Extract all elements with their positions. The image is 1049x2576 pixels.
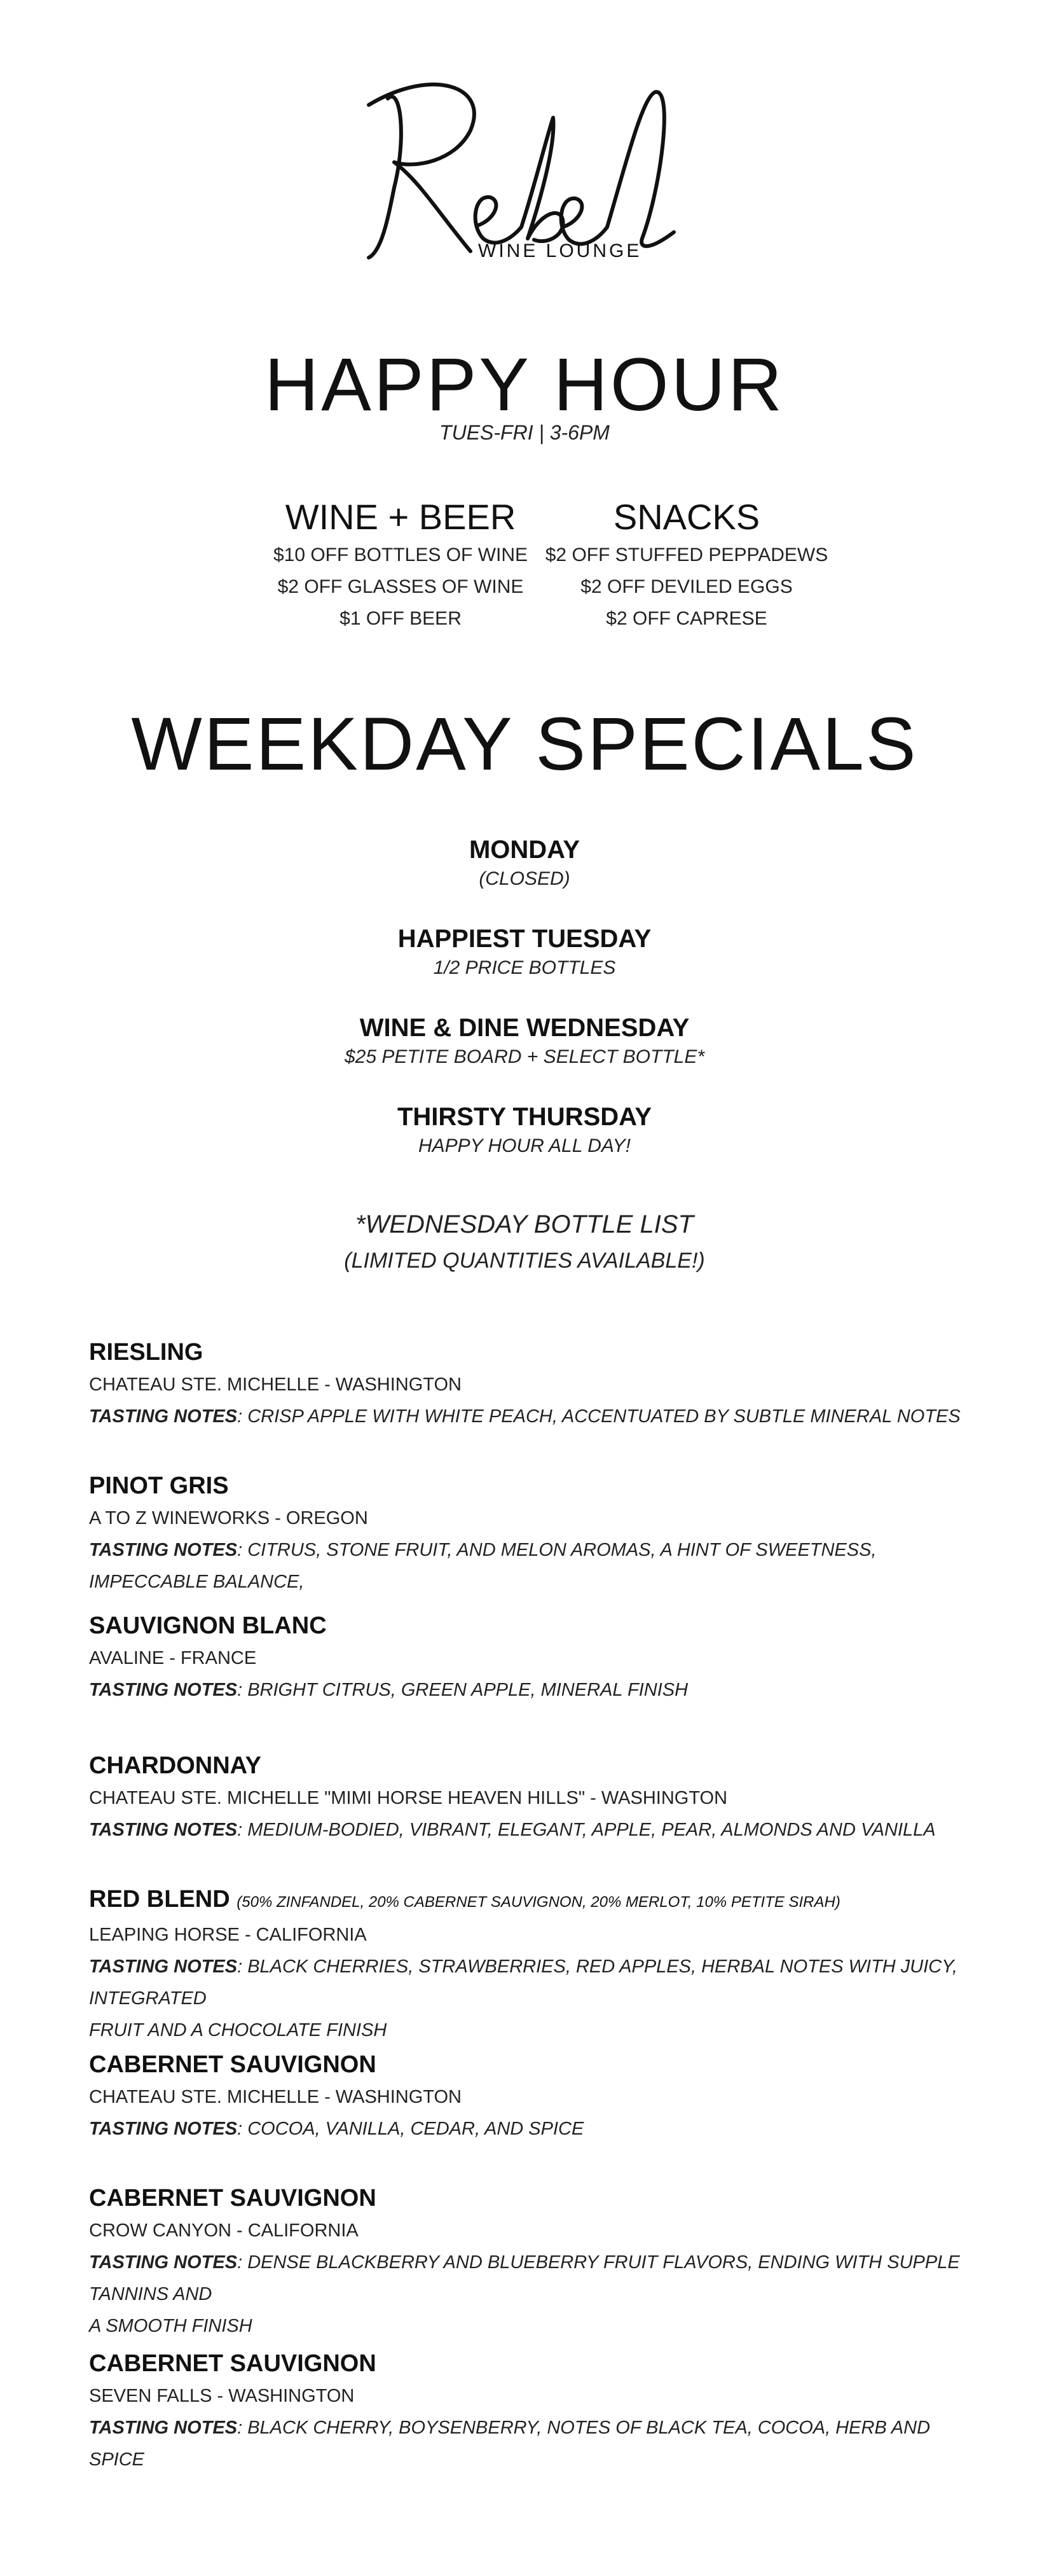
blend-composition: (50% ZINFANDEL, 20% CABERNET SAUVIGNON, 20% MERLOT, 10% PETITE SIRAH) [237,1894,840,1911]
wine-producer: CHATEAU STE. MICHELLE "MIMI HORSE HEAVEN HILLS" - WASHINGTON [89,1788,728,1808]
wine-name: PINOT GRIS [89,1472,229,1499]
day-description: $25 PETITE BOARD + SELECT BOTTLE* [344,1046,704,1067]
tasting-notes: TASTING NOTES: CRISP APPLE WITH WHITE PEACH, ACCENTUATED BY SUBTLE MINERAL NOTES [89,1406,961,1427]
wine-entry [89,2182,979,2342]
tasting-notes-label: TASTING NOTES [89,2252,238,2273]
wine-producer: CROW CANYON - CALIFORNIA [89,2220,359,2241]
tasting-notes: TASTING NOTES: BLACK CHERRIES, STRAWBERRIES, RED APPLES, HERBAL NOTES WITH JUICY, INTEGRATED [89,1956,957,2009]
day-name: MONDAY [469,836,580,864]
tasting-notes-continued: A SMOOTH FINISH [89,2316,252,2336]
list-item: $1 OFF BEER [339,608,462,629]
tasting-notes: TASTING NOTES: BRIGHT CITRUS, GREEN APPLE, MINERAL FINISH [89,1680,689,1700]
wine-name: RIESLING [89,1339,203,1366]
special-monday [0,833,1049,892]
day-description: 1/2 PRICE BOTTLES [433,957,616,978]
tasting-notes-label: TASTING NOTES [89,1406,238,1427]
special-wednesday [0,1011,1049,1070]
wednesday-list-note: *WEDNESDAY BOTTLE LIST [355,1210,694,1238]
tasting-notes-label: TASTING NOTES [89,1540,238,1560]
logo-subtitle: WINE LOUNGE [478,240,642,261]
limited-quantities-note: (LIMITED QUANTITIES AVAILABLE!) [344,1249,705,1273]
tasting-notes: TASTING NOTES: CITRUS, STONE FRUIT, AND MELON AROMAS, A HINT OF SWEETNESS, IMPECCABLE BALANCE, [89,1540,877,1592]
wine-name: RED BLEND (50% ZINFANDEL, 20% CABERNET SAUVIGNON, 20% MERLOT, 10% PETITE SIRAH) [89,1886,840,1913]
day-description: (CLOSED) [479,868,570,889]
wine-name: CHARDONNAY [89,1752,261,1779]
wine-name: SAUVIGNON BLANC [89,1612,327,1639]
snacks-column [528,495,846,635]
happy-hour-days: TUES-FRI | 3-6PM [439,421,610,444]
list-item: $2 OFF DEVILED EGGS [580,576,793,597]
wine-name: CABERNET SAUVIGNON [89,2051,376,2078]
wine-entry [89,1883,979,2046]
special-tuesday [0,922,1049,981]
tasting-notes: TASTING NOTES: BLACK CHERRY, BOYSENBERRY, NOTES OF BLACK TEA, COCOA, HERB AND SPICE [89,2418,931,2470]
list-item: $2 OFF GLASSES OF WINE [277,576,524,597]
tasting-notes: TASTING NOTES: DENSE BLACKBERRY AND BLUEBERRY FRUIT FLAVORS, ENDING WITH SUPPLE TANNINS AND [89,2252,960,2304]
tasting-notes: TASTING NOTES: COCOA, VANILLA, CEDAR, AND SPICE [89,2119,584,2139]
wine-entry [89,2347,979,2476]
wine-entry [89,2048,979,2145]
tasting-notes-label: TASTING NOTES [89,1956,238,1977]
wine-entry [89,1336,979,1432]
wine-entry [89,1749,979,1846]
special-thursday [0,1100,1049,1159]
tasting-notes-label: TASTING NOTES [89,1680,238,1700]
tasting-notes-label: TASTING NOTES [89,1820,238,1840]
wine-name: CABERNET SAUVIGNON [89,2350,376,2377]
wine-producer: AVALINE - FRANCE [89,1648,257,1668]
day-description: HAPPY HOUR ALL DAY! [418,1135,631,1156]
tasting-notes-label: TASTING NOTES [89,2119,238,2139]
column-heading: SNACKS [613,497,760,537]
wine-producer: LEAPING HORSE - CALIFORNIA [89,1925,367,1945]
tasting-notes: TASTING NOTES: MEDIUM-BODIED, VIBRANT, ELEGANT, APPLE, PEAR, ALMONDS AND VANILLA [89,1820,936,1840]
day-name: WINE & DINE WEDNESDAY [359,1014,690,1042]
wine-producer: CHATEAU STE. MICHELLE - WASHINGTON [89,2087,462,2107]
day-name: THIRSTY THURSDAY [397,1103,652,1131]
list-item: $2 OFF CAPRESE [606,608,767,629]
column-heading: WINE + BEER [285,497,516,537]
wine-producer: CHATEAU STE. MICHELLE - WASHINGTON [89,1375,462,1395]
tasting-notes-label: TASTING NOTES [89,2418,238,2438]
list-item: $2 OFF STUFFED PEPPADEWS [545,544,828,565]
list-item: $10 OFF BOTTLES OF WINE [273,544,528,565]
day-name: HAPPIEST TUESDAY [397,925,652,953]
tasting-notes-continued: FRUIT AND A CHOCOLATE FINISH [89,2020,387,2040]
wine-entry [89,1469,979,1598]
wine-name: CABERNET SAUVIGNON [89,2185,376,2212]
weekday-specials-title: WEEKDAY SPECIALS [131,702,918,786]
wine-producer: A TO Z WINEWORKS - OREGON [89,1508,368,1528]
wine-entry [89,1609,979,1706]
happy-hour-title: HAPPY HOUR [264,343,785,427]
wine-beer-column [242,495,559,635]
wine-producer: SEVEN FALLS - WASHINGTON [89,2386,355,2406]
